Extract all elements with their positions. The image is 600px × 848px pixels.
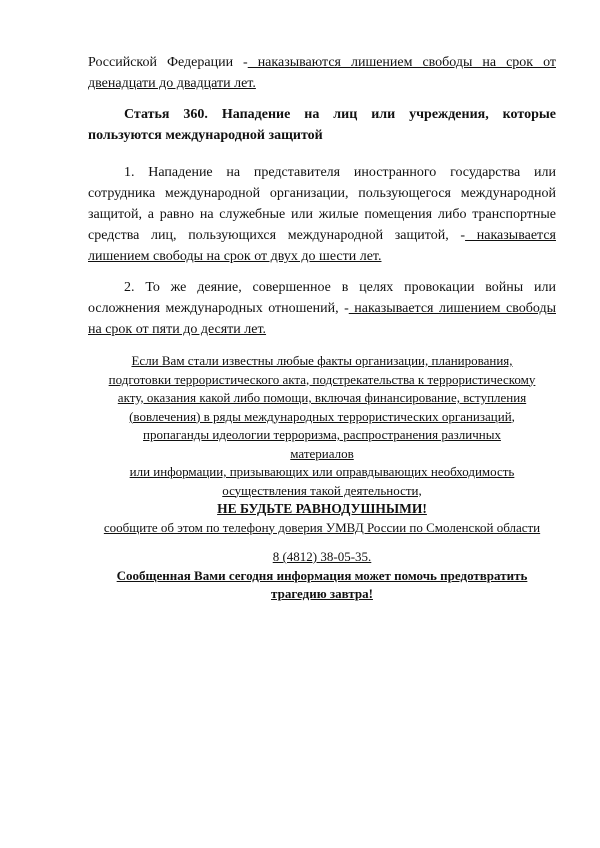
article-part-2	[88, 277, 556, 340]
notice-line: осуществления такой деятельности,	[222, 482, 422, 498]
notice-line: или информации, призывающих или оправдывающих необходимость	[129, 464, 515, 479]
notice-line: (вовлечения) в ряды международных террористических организаций,	[129, 408, 515, 424]
anti-terror-notice	[88, 352, 556, 604]
notice-line: подготовки террористического акта, подстрекательства к террористическому	[108, 371, 536, 387]
part-2-text: 2. То же деяние, совершенное в целях провокации войны или осложнения международных отношений, -	[88, 280, 556, 316]
notice-line: пропаганды идеологии терроризма, распространения различных	[143, 427, 501, 442]
notice-line: акту, оказания какой либо помощи, включая финансирование, вступления	[117, 390, 527, 405]
article-part-1	[88, 162, 556, 267]
notice-line: материалов	[290, 445, 354, 461]
intro-plain-text: Российской Федерации -	[88, 55, 248, 70]
part-2-penalty-text: наказывается лишением свободы на срок от пяти до десяти лет.	[88, 301, 556, 337]
part-1-penalty-text: наказывается лишением свободы на срок от двух до шести лет.	[88, 228, 556, 264]
intro-paragraph	[88, 52, 556, 94]
notice-closing-line: Сообщенная Вами сегодня информация может помочь предотвратить	[116, 567, 528, 583]
notice-shout: НЕ БУДЬТЕ РАВНОДУШНЫМИ!	[217, 501, 427, 516]
notice-line: Если Вам стали известны любые факты организации, планирования,	[131, 353, 513, 368]
hotline-phone-number: 8 (4812) 38-05-35.	[272, 549, 372, 564]
part-1-text: 1. Нападение на представителя иностранного государства или сотрудника международной организации, пользующегося международной защитой, а равно на служебные или жилые помещения либо транспортные средства лиц, пользующихся международной защитой, -	[88, 165, 556, 243]
notice-closing-line: трагедию завтра!	[271, 586, 373, 601]
notice-report-line: сообщите об этом по телефону доверия УМВД России по Смоленской области	[103, 519, 541, 535]
intro-penalty-text: наказываются лишением свободы на срок от двенадцати до двадцати лет.	[88, 55, 556, 91]
article-heading: Статья 360. Нападение на лиц или учреждения, которые пользуются международной защитой	[88, 107, 556, 143]
